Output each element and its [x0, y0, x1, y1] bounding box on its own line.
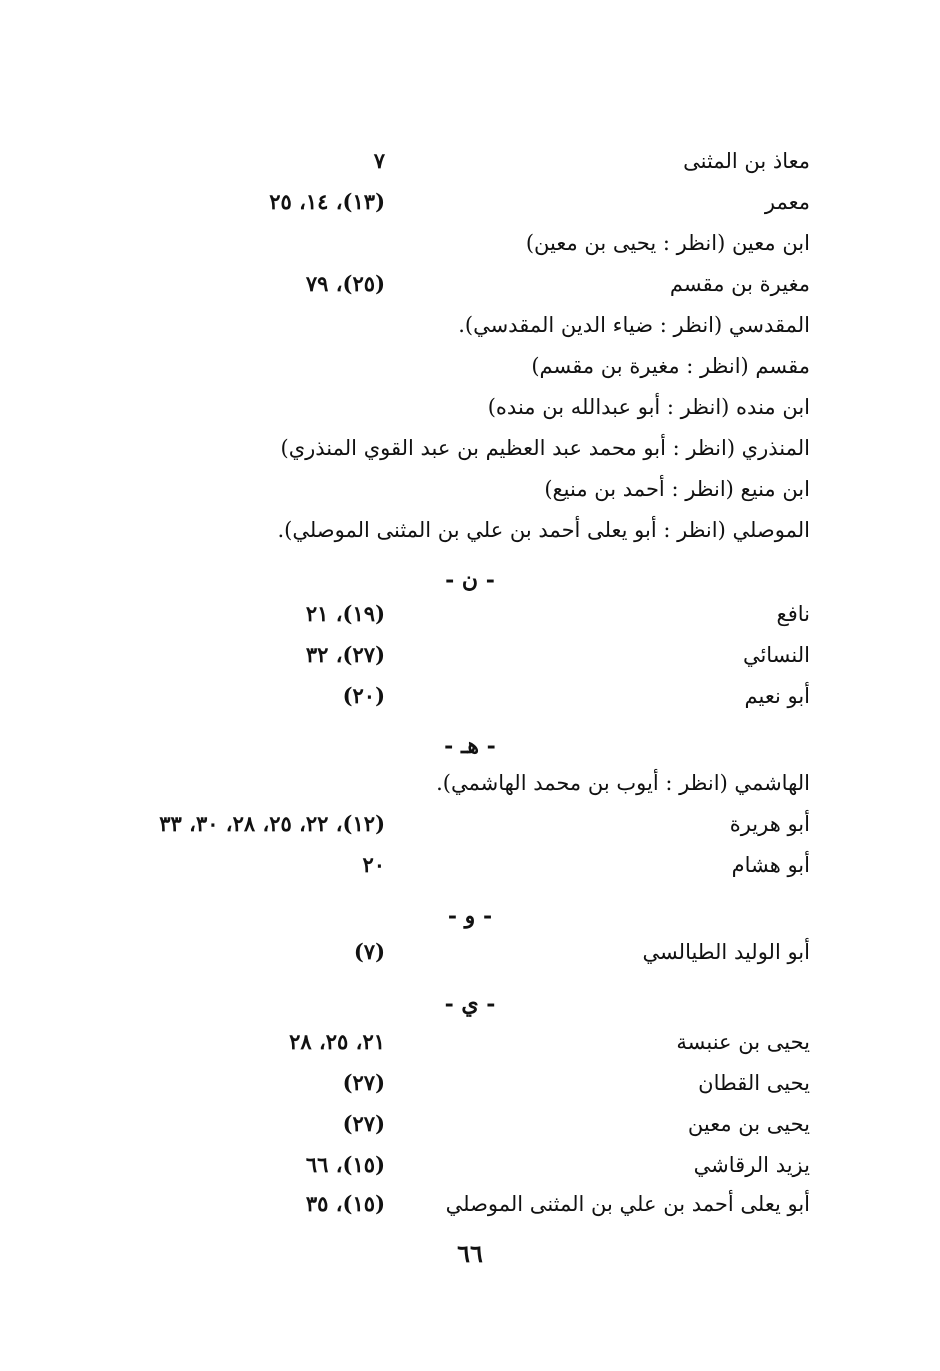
index-entry [0, 763, 940, 803]
section-heading-ya: - ي - [444, 991, 496, 1017]
index-entry [0, 845, 940, 885]
entry-name: أبو هريرة [729, 812, 810, 836]
entry-name: معاذ بن المثنى [683, 149, 810, 173]
index-entry [0, 428, 940, 468]
entry-name: المنذري (انظر : أبو محمد عبد العظيم بن عبد القوي المنذري) [280, 436, 810, 460]
index-entry [0, 594, 940, 634]
section-heading-ha: - هـ - [444, 733, 496, 759]
entry-pages: ٢٠ [362, 852, 385, 877]
index-entry [0, 223, 940, 263]
entry-pages: (٧) [353, 939, 385, 964]
entry-name: مغيرة بن مقسم [669, 272, 810, 296]
entry-pages: (١٣)، ١٤، ٢٥ [269, 189, 385, 214]
entry-pages: (٢٧) [342, 1111, 385, 1136]
entry-name: ابن معين (انظر : يحيى بن معين) [525, 231, 810, 255]
index-entry [0, 1063, 940, 1103]
index-entry [0, 469, 940, 509]
index-entry [0, 305, 940, 345]
entry-name: أبو الوليد الطيالسي [642, 940, 810, 964]
entry-name: نافع [776, 602, 810, 626]
entry-pages: (١٥)، ٦٦ [305, 1152, 385, 1177]
entry-name: يزيد الرقاشي [693, 1153, 810, 1177]
entry-name: أبو نعيم [744, 684, 810, 708]
index-entry [0, 1022, 940, 1062]
entry-pages: ٧ [373, 148, 385, 173]
entry-name: ابن منيع (انظر : أحمد بن منيع) [544, 477, 810, 501]
index-entry [0, 1145, 940, 1185]
entry-name: المقدسي (انظر : ضياء الدين المقدسي). [458, 313, 810, 337]
entry-pages: ٢١، ٢٥، ٢٨ [289, 1029, 385, 1054]
section-heading-waw: - و - [447, 903, 493, 929]
entry-pages: (١٥)، ٣٥ [305, 1191, 385, 1216]
index-entry [0, 804, 940, 844]
entry-name: أبو يعلى أحمد بن علي بن المثنى الموصلي [445, 1192, 810, 1216]
entry-name: أبو هشام [731, 853, 810, 877]
page-number: ٦٦ [457, 1239, 483, 1268]
entry-name: مقسم (انظر : مغيرة بن مقسم) [531, 354, 810, 378]
section-heading-nun: - ن - [445, 567, 495, 593]
index-entry [0, 141, 940, 181]
entry-pages: (١٩)، ٢١ [305, 601, 385, 626]
entry-name: يحيى بن عنبسة [676, 1030, 810, 1054]
entry-pages: (٢٥)، ٧٩ [305, 271, 385, 296]
entry-pages: (١٢)، ٢٢، ٢٥، ٢٨، ٣٠، ٣٣ [159, 811, 385, 836]
entry-name: يحيى بن معين [687, 1112, 810, 1136]
index-entry [0, 264, 940, 304]
entry-name: الهاشمي (انظر : أيوب بن محمد الهاشمي). [436, 771, 810, 795]
entry-pages: (٢٠) [342, 683, 385, 708]
entry-name: الموصلي (انظر : أبو يعلى أحمد بن علي بن المثنى الموصلي). [277, 518, 810, 542]
entry-pages: (٢٧)، ٣٢ [305, 642, 385, 667]
entry-pages: (٢٧) [342, 1070, 385, 1095]
entry-name: النسائي [742, 643, 810, 667]
index-entry [0, 387, 940, 427]
index-entry [0, 1184, 940, 1224]
index-entry [0, 1104, 940, 1144]
index-entry [0, 676, 940, 716]
entry-name: معمر [764, 190, 810, 214]
index-entry [0, 932, 940, 972]
index-entry [0, 510, 940, 550]
index-entry [0, 346, 940, 386]
entry-name: يحيى القطان [698, 1071, 810, 1095]
entry-name: ابن منده (انظر : أبو عبدالله بن منده) [487, 395, 810, 419]
index-entry [0, 635, 940, 675]
index-entry [0, 182, 940, 222]
